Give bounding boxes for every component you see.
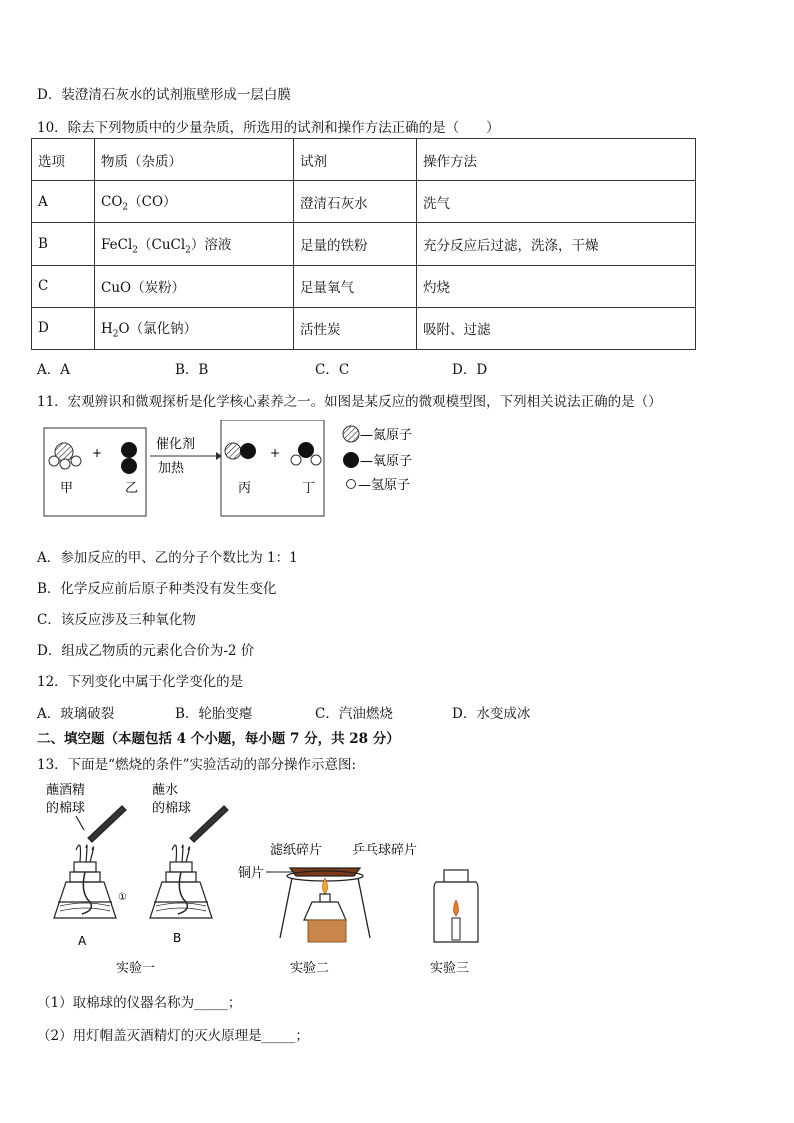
q10-answer-b: B．B xyxy=(175,362,209,378)
q10-answer-a: A．A xyxy=(37,362,70,378)
table-row xyxy=(32,181,696,223)
plus-sign: + xyxy=(270,446,281,460)
q11-reaction-diagram xyxy=(40,420,440,520)
plus-sign: + xyxy=(92,446,103,460)
copper-label: 铜片 xyxy=(238,866,265,881)
nitrogen-atom-icon xyxy=(343,426,359,442)
row-method: 洗气 xyxy=(417,181,696,223)
experiment-2-label: 实验二 xyxy=(290,961,330,976)
label-bing: 丙 xyxy=(238,481,252,496)
row-method: 吸附、过滤 xyxy=(417,307,696,349)
q12-answer-c: C．汽油燃烧 xyxy=(315,706,393,722)
row-substance: CuO（炭粉） xyxy=(95,265,294,307)
alcohol-ball-label-1: 蘸酒精 xyxy=(46,783,86,798)
no-molecule-icon xyxy=(225,443,256,459)
label-ding: 丁 xyxy=(302,481,316,496)
experiment-1-label: 实验一 xyxy=(116,961,156,976)
q11-option-c: C．该反应涉及三种氧化物 xyxy=(37,612,196,628)
hydrogen-atom-icon xyxy=(347,480,356,489)
products-box xyxy=(221,420,324,516)
legend-oxygen: —氧原子 xyxy=(360,454,413,469)
pingpong-label: 乒乓球碎片 xyxy=(352,843,418,858)
lamp-b-label: B xyxy=(173,931,182,945)
tongs-icon xyxy=(190,806,228,842)
q13-sub1: （1）取棉球的仪器名称为_____； xyxy=(37,995,242,1011)
row-reagent: 活性炭 xyxy=(294,307,417,349)
experiment-3-label: 实验三 xyxy=(430,961,470,976)
section-title: 二、填空题（本题包括 4 个小题，每小题 7 分，共 28 分） xyxy=(37,731,400,747)
table-row xyxy=(32,307,696,349)
oxygen-atom-icon xyxy=(343,452,359,468)
header-method: 操作方法 xyxy=(417,139,696,181)
row-reagent: 足量的铁粉 xyxy=(294,223,417,265)
q11-option-a: A．参加反应的甲、乙的分子个数比为 1：1 xyxy=(37,550,298,566)
alcohol-ball-label-2: 的棉球 xyxy=(46,801,86,816)
row-substance: FeCl$_2$（CuCl$_2$）溶液 xyxy=(95,223,294,265)
row-option: C xyxy=(32,265,95,307)
q13-stem: 13．下面是“燃烧的条件”实验活动的部分操作示意图: xyxy=(37,757,357,773)
q12-answer-b: B．轮胎变瘪 xyxy=(175,706,253,722)
q11-option-b: B．化学反应前后原子种类没有发生变化 xyxy=(37,581,277,597)
catalyst-label: 催化剂 xyxy=(156,437,196,452)
q12-answer-d: D．水变成冰 xyxy=(452,706,531,722)
alcohol-lamp-b-icon xyxy=(150,845,212,918)
q10-stem: 10．除去下列物质中的少量杂质，所选用的试剂和操作方法正确的是（ ） xyxy=(37,120,500,136)
row-substance: $CO_2(CO)$ xyxy=(95,181,294,223)
q10-table xyxy=(31,138,696,350)
o2-molecule-icon xyxy=(121,442,137,474)
header-option: 选项 xyxy=(32,139,95,181)
q11-option-d: D．组成乙物质的元素化合价为-2 价 xyxy=(37,643,255,659)
row-option: A xyxy=(32,181,95,223)
q13-sub2: （2）用灯帽盖灭酒精灯的灭火原理是_____； xyxy=(37,1028,309,1044)
row-option: D xyxy=(32,307,95,349)
row-method: 充分反应后过滤，洗涤，干燥 xyxy=(417,223,696,265)
row-reagent: 澄清石灰水 xyxy=(294,181,417,223)
alcohol-lamp-icon xyxy=(304,894,346,920)
wooden-block-icon xyxy=(308,920,346,942)
table-row xyxy=(32,223,696,265)
row-method: 灼烧 xyxy=(417,265,696,307)
legend-nitrogen: —氮原子 xyxy=(360,428,413,443)
row-reagent: 足量氧气 xyxy=(294,265,417,307)
table-row xyxy=(32,265,696,307)
circle-one-label: ① xyxy=(118,892,127,903)
filter-paper-label: 滤纸碎片 xyxy=(270,843,323,858)
water-ball-label-1: 蘸水 xyxy=(152,783,179,798)
q12-stem: 12．下列变化中属于化学变化的是 xyxy=(37,674,244,690)
nh3-molecule-icon xyxy=(49,443,81,469)
label-yi: 乙 xyxy=(125,481,139,496)
row-substance: $H_2O$（氯化钠） xyxy=(95,307,294,349)
q11-stem: 11．宏观辨识和微观探析是化学核心素养之一。如图是某反应的微观模型图，下列相关说法正确的是（） xyxy=(37,394,662,410)
label-jia: 甲 xyxy=(60,481,74,496)
header-reagent: 试剂 xyxy=(294,139,417,181)
alcohol-lamp-a-icon xyxy=(54,845,116,918)
h2o-molecule-icon xyxy=(291,442,321,465)
q10-answer-d: D．D xyxy=(452,362,488,378)
q10-answer-c: C．C xyxy=(315,362,350,378)
legend-hydrogen: —氢原子 xyxy=(358,478,411,493)
heat-label: 加热 xyxy=(158,461,185,476)
water-ball-label-2: 的棉球 xyxy=(152,801,192,816)
lamp-a-label: A xyxy=(78,934,87,948)
q12-answer-a: A．玻璃破裂 xyxy=(37,706,115,722)
header-substance: 物质（杂质） xyxy=(95,139,294,181)
q9-option-d: D．装澄清石灰水的试剂瓶壁形成一层白膜 xyxy=(37,87,291,103)
q13-experiment-figure xyxy=(30,778,510,983)
row-option: B xyxy=(32,223,95,265)
